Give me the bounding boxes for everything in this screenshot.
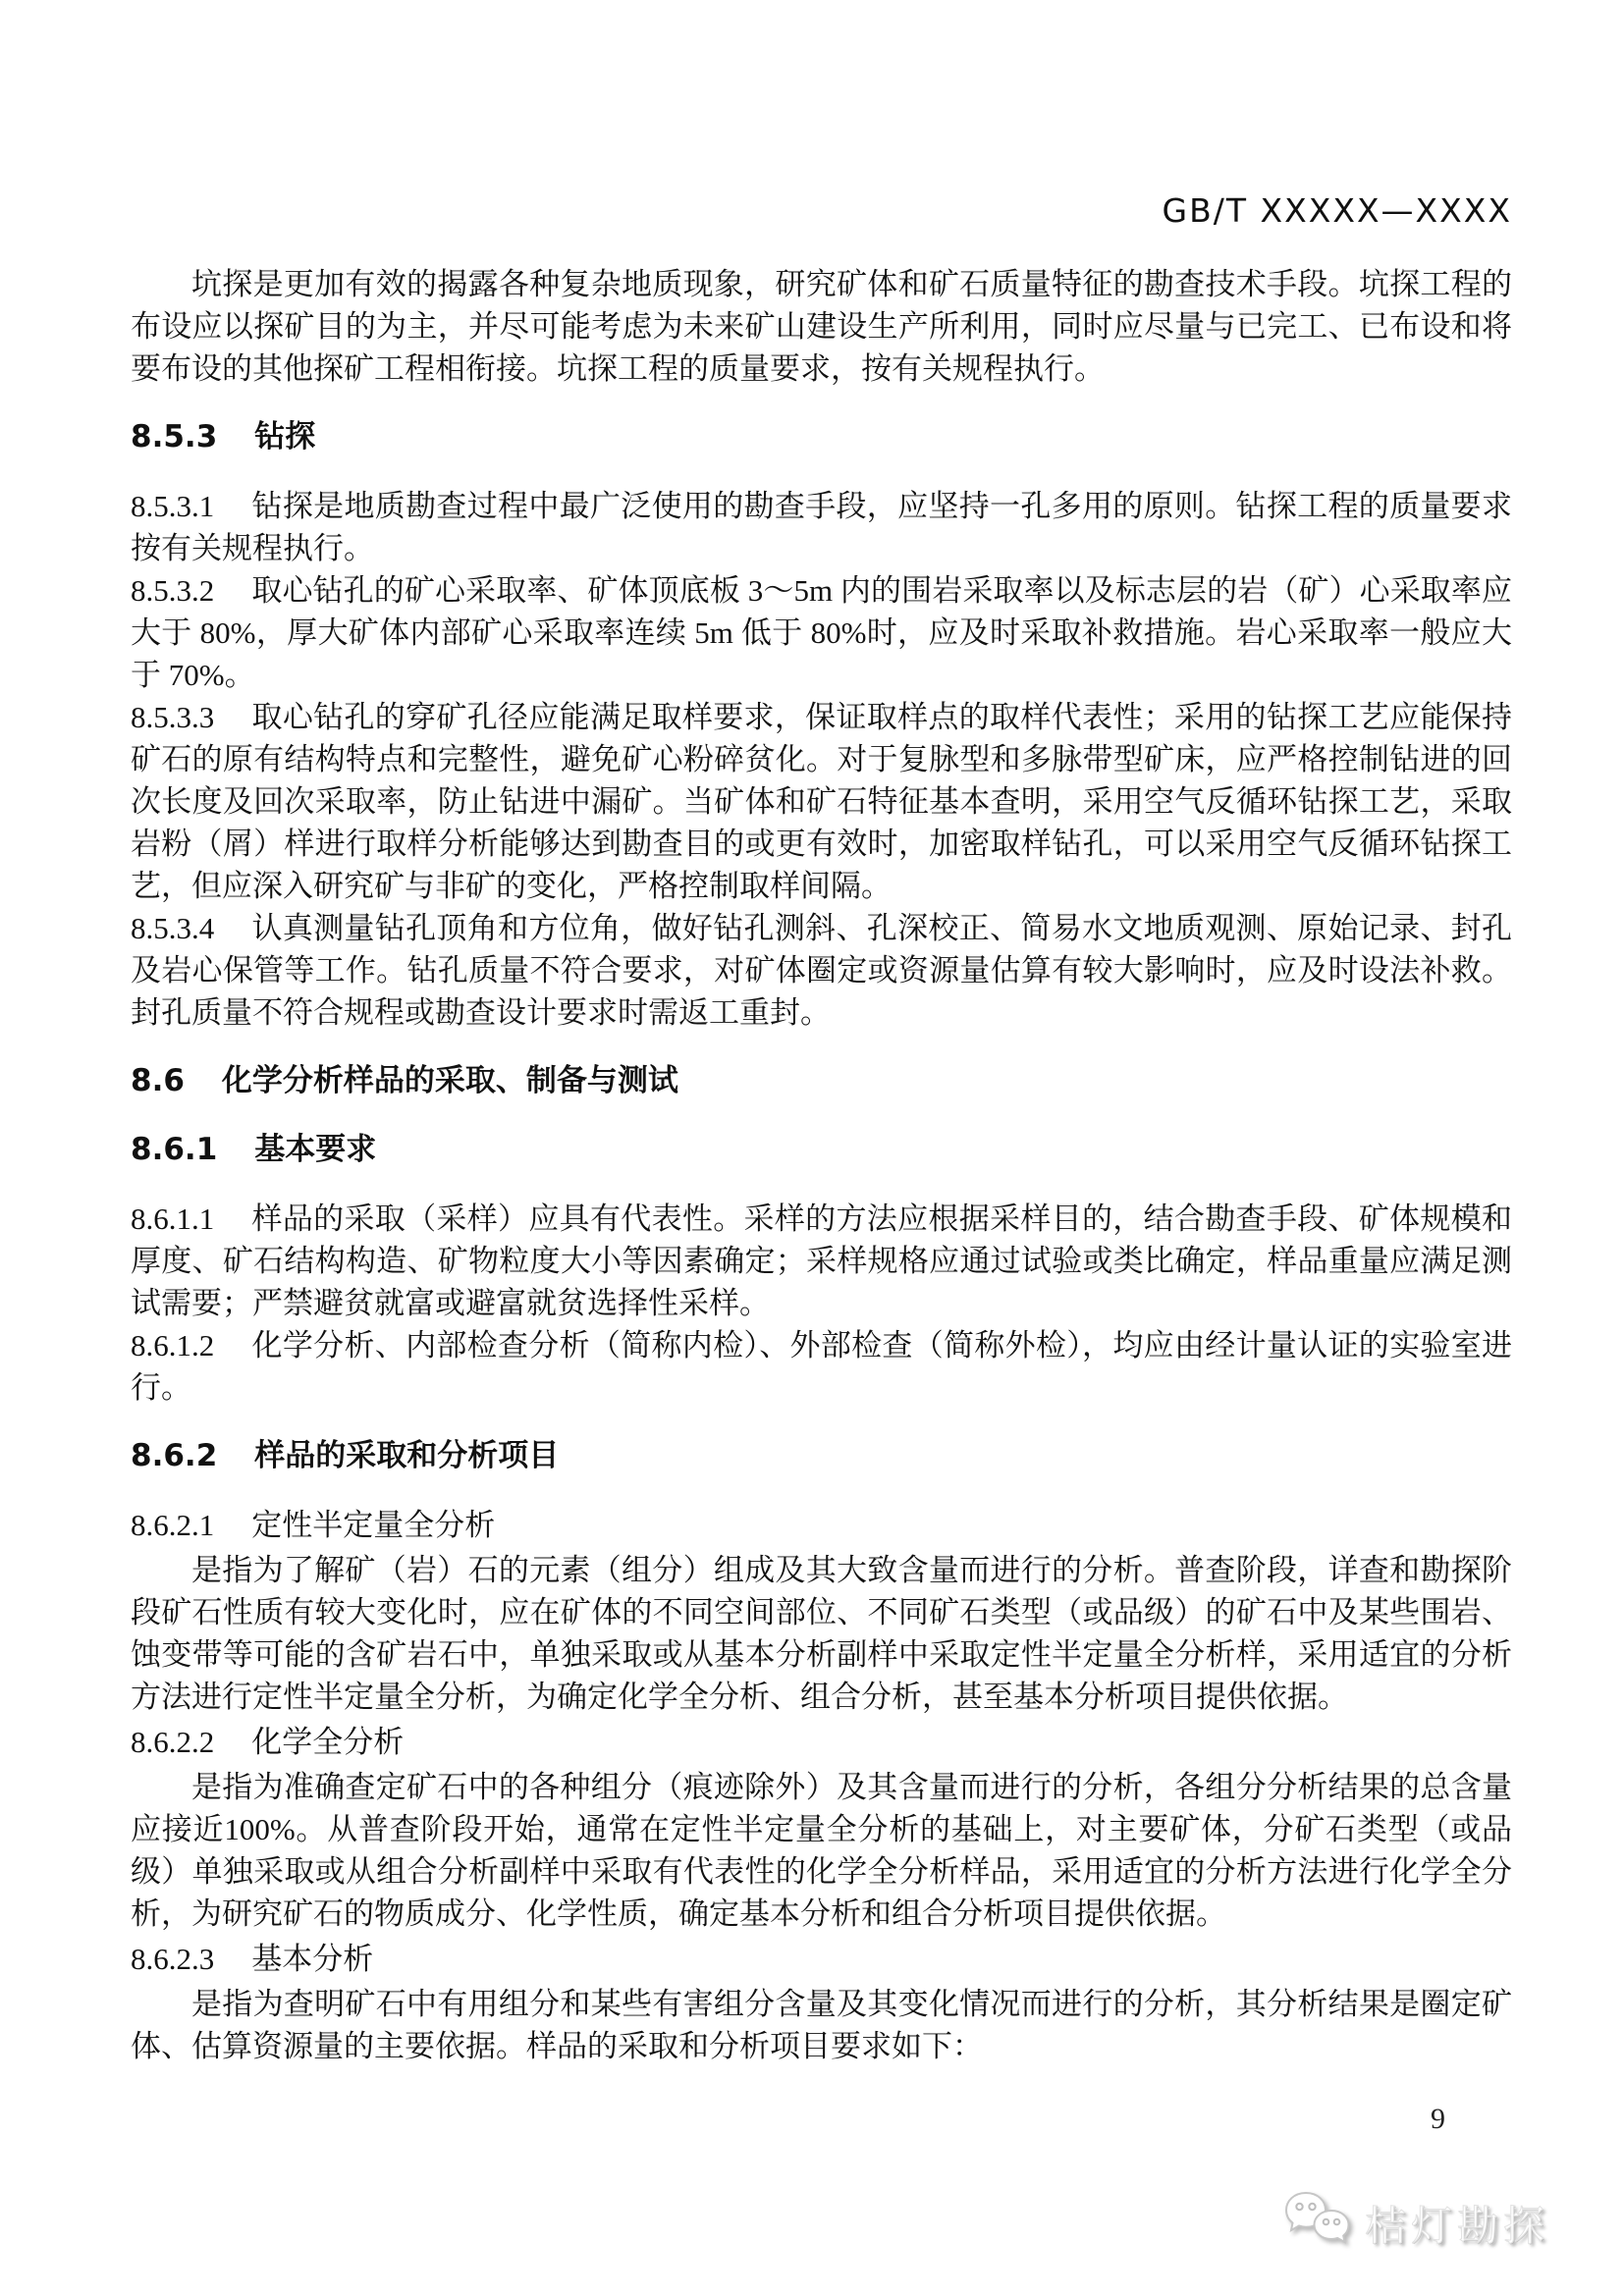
- clause-number: 8.5.3.2: [131, 573, 215, 608]
- clause-text: 取心钻孔的矿心采取率、矿体顶底板 3～5m 内的围岩采取率以及标志层的岩（矿）心采取率应大于 80%，厚大矿体内部矿心采取率连续 5m 低于 80%时，应及时采取补救措施。岩心采取率一般应大于 70%。: [131, 573, 1512, 692]
- wechat-bubbles-icon: [1282, 2189, 1355, 2257]
- heading-number: 8.6: [131, 1063, 185, 1098]
- page-content: [131, 0, 1512, 2067]
- heading-8-6-2: [131, 1435, 1512, 1477]
- clause-text: 取心钻孔的穿矿孔径应能满足取样要求，保证取样点的取样代表性；采用的钻探工艺应能保持矿石的原有结构特点和完整性，避免矿心粉碎贫化。对于复脉型和多脉带型矿床，应严格控制钻进的回次长度及回次采取率，防止钻进中漏矿。当矿体和矿石特征基本查明，采用空气反循环钻探工艺，采取岩粉（屑）样进行取样分析能够达到勘查目的或更有效时，加密取样钻孔，可以采用空气反循环钻探工艺，但应深入研究矿与非矿的变化，严格控制取样间隔。: [131, 700, 1512, 903]
- clause-number: 8.5.3.4: [131, 911, 215, 945]
- subheading-number: 8.6.2.3: [131, 1942, 215, 1976]
- clause-8-5-3-4: [131, 907, 1512, 1034]
- heading-title: 化学分析样品的采取、制备与测试: [221, 1063, 678, 1098]
- clause-number: 8.6.1.2: [131, 1328, 215, 1362]
- heading-number: 8.5.3: [131, 419, 218, 454]
- heading-number: 8.6.1: [131, 1132, 218, 1167]
- clause-text: 样品的采取（采样）应具有代表性。采样的方法应根据采样目的，结合勘查手段、矿体规模和厚度、矿石结构构造、矿物粒度大小等因素确定；采样规格应通过试验或类比确定，样品重量应满足测试需要；严禁避贫就富或避富就贫选择性采样。: [131, 1201, 1512, 1320]
- heading-title: 样品的采取和分析项目: [254, 1438, 560, 1473]
- clause-text: 认真测量钻孔顶角和方位角，做好钻孔测斜、孔深校正、简易水文地质观测、原始记录、封孔及岩心保管等工作。钻孔质量不符合要求，对矿体圈定或资源量估算有较大影响时，应及时设法补救。封孔质量不符合规程或勘查设计要求时需返工重封。: [131, 911, 1512, 1030]
- subheading-title: 基本分析: [251, 1942, 374, 1976]
- paragraph-basic-analysis: 是指为查明矿石中有用组分和某些有害组分含量及其变化情况而进行的分析，其分析结果是圈定矿体、估算资源量的主要依据。样品的采取和分析项目要求如下：: [131, 1987, 1512, 2063]
- subheading-number: 8.6.2.2: [131, 1725, 215, 1759]
- heading-8-6: [131, 1060, 1512, 1102]
- standard-code-header: GB/T XXXXX—XXXX: [1162, 191, 1512, 230]
- subheading-number: 8.6.2.1: [131, 1508, 215, 1542]
- paragraph-pit-exploration: 坑探是更加有效的揭露各种复杂地质现象，研究矿体和矿石质量特征的勘查技术手段。坑探工程的布设应以探矿目的为主，并尽可能考虑为未来矿山建设生产所利用，同时应尽量与已完工、已布设和将要布设的其他探矿工程相衔接。坑探工程的质量要求，按有关规程执行。: [131, 267, 1512, 386]
- clause-text: 钻探是地质勘查过程中最广泛使用的勘查手段，应坚持一孔多用的原则。钻探工程的质量要求按有关规程执行。: [131, 489, 1512, 565]
- clause-text: 化学分析、内部检查分析（简称内检）、外部检查（简称外检），均应由经计量认证的实验室进行。: [131, 1328, 1512, 1405]
- heading-number: 8.6.2: [131, 1438, 218, 1473]
- clause-8-6-1-1: [131, 1198, 1512, 1324]
- clause-8-6-1-2: [131, 1324, 1512, 1409]
- subheading-title: 定性半定量全分析: [251, 1508, 496, 1542]
- page-number: 9: [1431, 2103, 1445, 2135]
- clause-number: 8.6.1.1: [131, 1201, 215, 1236]
- subheading-8-6-2-1: [131, 1504, 1512, 1546]
- subheading-8-6-2-2: [131, 1721, 1512, 1763]
- clause-number: 8.5.3.1: [131, 489, 215, 523]
- paragraph-qualitative-semiquant-analysis: 是指为了解矿（岩）石的元素（组分）组成及其大致含量而进行的分析。普查阶段，详查和勘探阶段矿石性质有较大变化时，应在矿体的不同空间部位、不同矿石类型（或品级）的矿石中及某些围岩、蚀变带等可能的含矿岩石中，单独采取或从基本分析副样中采取定性半定量全分析样，采用适宜的分析方法进行定性半定量全分析，为确定化学全分析、组合分析，甚至基本分析项目提供依据。: [131, 1553, 1512, 1714]
- clause-8-5-3-1: [131, 485, 1512, 569]
- heading-title: 基本要求: [254, 1132, 377, 1167]
- subheading-title: 化学全分析: [251, 1725, 405, 1759]
- paragraph-full-chemical-analysis: 是指为准确查定矿石中的各种组分（痕迹除外）及其含量而进行的分析，各组分分析结果的总含量应接近100%。从普查阶段开始，通常在定性半定量全分析的基础上，对主要矿体，分矿石类型（或品级）单独采取或从组合分析副样中采取有代表性的化学全分析样品，采用适宜的分析方法进行化学全分析，为研究矿石的物质成分、化学性质，确定基本分析和组合分析项目提供依据。: [131, 1770, 1512, 1931]
- watermark-label: 桔灯勘探: [1364, 2201, 1549, 2250]
- subheading-8-6-2-3: [131, 1938, 1512, 1980]
- clause-number: 8.5.3.3: [131, 700, 215, 734]
- heading-title: 钻探: [254, 419, 316, 454]
- clause-8-5-3-3: [131, 696, 1512, 907]
- watermark: [1282, 2189, 1549, 2257]
- heading-8-6-1: [131, 1129, 1512, 1171]
- clause-8-5-3-2: [131, 569, 1512, 696]
- heading-8-5-3: [131, 416, 1512, 458]
